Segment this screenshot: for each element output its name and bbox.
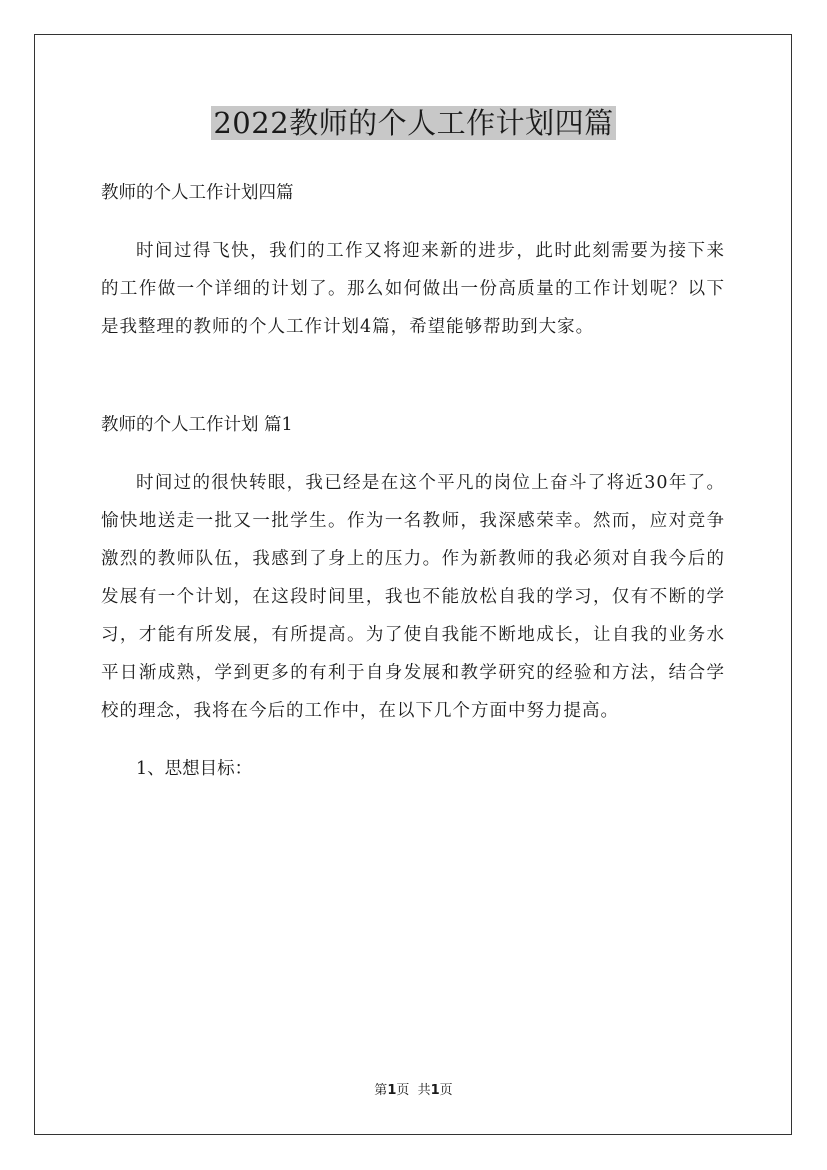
footer-suffix: 页 xyxy=(439,1083,453,1098)
list-item: 1、思想目标： xyxy=(136,759,253,779)
footer-prefix: 第 xyxy=(374,1083,388,1098)
document-title xyxy=(0,103,827,143)
spacer xyxy=(101,730,725,750)
footer-current-page: 1 xyxy=(387,1083,397,1098)
intro-paragraph: 时间过得飞快，我们的工作又将迎来新的进步，此时此刻需要为接下来的工作做一个详细的计划了。那么如何做出一份高质量的工作计划呢？以下是我整理的教师的个人工作计划4篇，希望能够帮助到大家。 xyxy=(101,241,725,337)
section-paragraph: 时间过的很快转眼，我已经是在这个平凡的岗位上奋斗了将近30年了。愉快地送走一批又一批学生。作为一名教师，我深感荣幸。然而，应对竞争激烈的教师队伍，我感到了身上的压力。作为新教师的我必须对自我今后的发展有一个计划，在这段时间里，我也不能放松自我的学习，仅有不断的学习，才能有所发展，有所提高。为了使自我能不断地成长，让自我的业务水平日渐成熟，学到更多的有利于自身发展和教学研究的经验和方法，结合学校的理念，我将在今后的工作中，在以下几个方面中努力提高。 xyxy=(101,473,725,721)
section-heading: 教师的个人工作计划 篇1 xyxy=(101,415,293,435)
document-body xyxy=(101,174,725,788)
document-subtitle: 教师的个人工作计划四篇 xyxy=(101,183,294,203)
page-footer xyxy=(0,1082,827,1100)
footer-mid: 页 共 xyxy=(396,1083,431,1098)
spacer xyxy=(101,212,725,232)
spacer xyxy=(101,444,725,464)
footer-total-pages: 1 xyxy=(430,1083,440,1098)
spacer xyxy=(101,346,725,406)
document-title-text: 2022教师的个人工作计划四篇 xyxy=(213,106,614,140)
